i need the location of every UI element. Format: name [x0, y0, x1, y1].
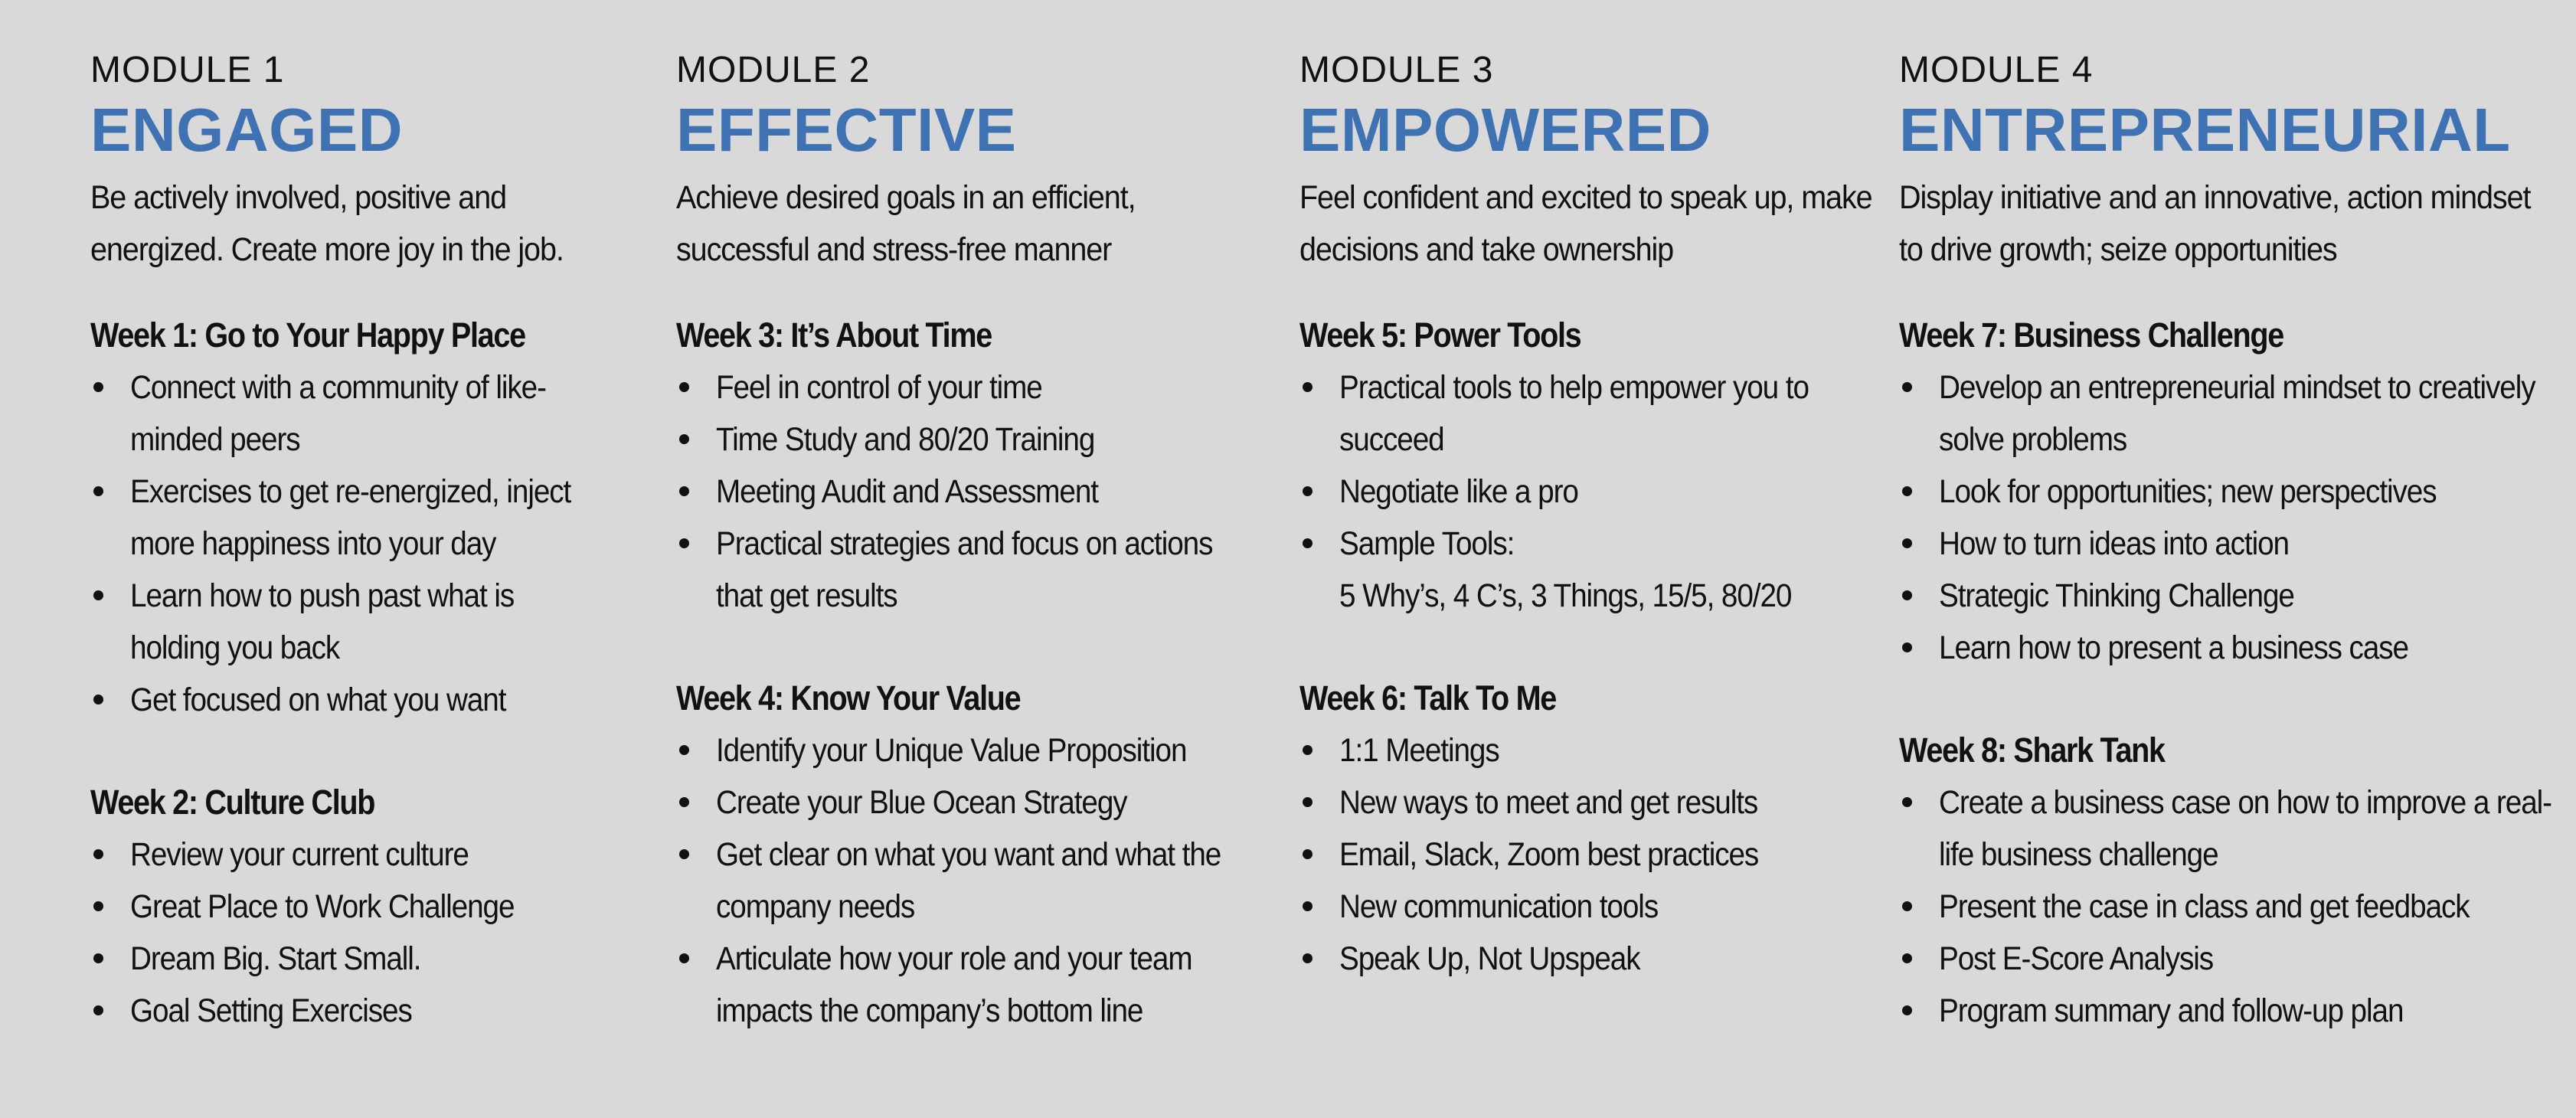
list-item: Program summary and follow-up plan: [1899, 985, 2558, 1037]
bullet-icon: [93, 849, 103, 859]
bullet-icon: [1902, 486, 1912, 496]
list-item: [1299, 518, 1881, 622]
bullet-icon: [93, 695, 103, 704]
week-5: [1299, 309, 1881, 622]
bullet-icon: [679, 797, 689, 807]
week-title: Week 4: Know Your Value: [676, 678, 1021, 718]
bullet-list: [1899, 776, 2558, 1037]
module-title: ENGAGED: [90, 96, 403, 164]
bullet-icon: [1902, 538, 1912, 548]
list-item: Get focused on what you want: [90, 674, 611, 726]
bullet-icon: [93, 1005, 103, 1015]
week-8: [1899, 724, 2558, 1037]
list-item: New ways to meet and get results: [1299, 776, 1881, 829]
list-item: Review your current culture: [90, 829, 611, 881]
bullet-list: [90, 829, 611, 1037]
list-item: Meeting Audit and Assessment: [676, 466, 1258, 518]
bullet-icon: [679, 849, 689, 859]
week-title: Week 2: Culture Club: [90, 783, 375, 822]
week-title: Week 1: Go to Your Happy Place: [90, 315, 525, 355]
module-title: ENTREPRENEURIAL: [1899, 96, 2511, 164]
bullet-icon: [1303, 797, 1313, 807]
list-item: Exercises to get re-energized, inject more happiness into your day: [90, 466, 611, 570]
module-description: Feel confident and excited to speak up, make decisions and take ownership: [1299, 179, 1872, 268]
bullet-icon: [1902, 953, 1912, 963]
bullet-icon: [679, 953, 689, 963]
list-item: New communication tools: [1299, 881, 1881, 933]
list-item: Goal Setting Exercises: [90, 985, 611, 1037]
bullet-icon: [1303, 538, 1313, 548]
module-1: [90, 46, 611, 1037]
bullet-icon: [1303, 953, 1313, 963]
module-4: [1899, 46, 2558, 1037]
bullet-icon: [679, 434, 689, 444]
module-label: MODULE 3: [1299, 50, 1494, 90]
list-item: Get clear on what you want and what the company needs: [676, 829, 1258, 933]
bullet-list: [90, 361, 611, 726]
list-item: Learn how to present a business case: [1899, 622, 2558, 674]
week-title: Week 8: Shark Tank: [1899, 731, 2165, 770]
module-label: MODULE 4: [1899, 50, 2094, 90]
week-title: Week 5: Power Tools: [1299, 315, 1581, 355]
bullet-list: [1299, 361, 1881, 622]
week-2: [90, 776, 611, 1037]
sample-tools-label: Sample Tools:: [1339, 525, 1515, 562]
module-title: EMPOWERED: [1299, 96, 1711, 164]
list-item: Dream Big. Start Small.: [90, 933, 611, 985]
module-label: MODULE 2: [676, 50, 871, 90]
bullet-icon: [1902, 382, 1912, 392]
bullet-icon: [1902, 901, 1912, 911]
bullet-icon: [1303, 382, 1313, 392]
sample-tools-list: 5 Why’s, 4 C’s, 3 Things, 15/5, 80/20: [1339, 577, 1792, 614]
list-item: Create a business case on how to improve a real-life business challenge: [1899, 776, 2558, 881]
bullet-icon: [93, 953, 103, 963]
bullet-list: [1899, 361, 2558, 674]
list-item: Practical strategies and focus on actions that get results: [676, 518, 1258, 622]
bullet-icon: [1902, 642, 1912, 652]
bullet-icon: [93, 486, 103, 496]
week-title: Week 6: Talk To Me: [1299, 678, 1556, 718]
list-item: Speak Up, Not Upspeak: [1299, 933, 1881, 985]
bullet-icon: [1902, 1005, 1912, 1015]
list-item: Learn how to push past what is holding you back: [90, 570, 611, 674]
list-item: Practical tools to help empower you to succeed: [1299, 361, 1881, 466]
week-3: [676, 309, 1258, 622]
bullet-list: [676, 361, 1258, 622]
list-item: Articulate how your role and your team impacts the company’s bottom line: [676, 933, 1258, 1037]
week-1: [90, 309, 611, 726]
module-label: MODULE 1: [90, 50, 285, 90]
week-7: [1899, 309, 2558, 674]
bullet-icon: [1303, 486, 1313, 496]
module-title: EFFECTIVE: [676, 96, 1017, 164]
list-item: Feel in control of your time: [676, 361, 1258, 414]
bullet-icon: [93, 590, 103, 600]
module-description: Be actively involved, positive and energized. Create more joy in the job.: [90, 179, 564, 268]
bullet-icon: [679, 382, 689, 392]
bullet-icon: [679, 486, 689, 496]
list-item: Create your Blue Ocean Strategy: [676, 776, 1258, 829]
week-6: [1299, 672, 1881, 985]
bullet-icon: [1902, 797, 1912, 807]
list-item: Negotiate like a pro: [1299, 466, 1881, 518]
bullet-icon: [679, 745, 689, 755]
week-title: Week 7: Business Challenge: [1899, 315, 2283, 355]
bullet-icon: [1303, 901, 1313, 911]
list-item: Connect with a community of like-minded peers: [90, 361, 611, 466]
bullet-icon: [1902, 590, 1912, 600]
bullet-icon: [1303, 849, 1313, 859]
list-item: Strategic Thinking Challenge: [1899, 570, 2558, 622]
bullet-icon: [93, 382, 103, 392]
list-item: Time Study and 80/20 Training: [676, 414, 1258, 466]
week-4: [676, 672, 1258, 1037]
list-item: Identify your Unique Value Proposition: [676, 724, 1258, 776]
module-description: Achieve desired goals in an efficient, successful and stress-free manner: [676, 179, 1136, 268]
list-item: Present the case in class and get feedback: [1899, 881, 2558, 933]
week-title: Week 3: It’s About Time: [676, 315, 992, 355]
module-2: [676, 46, 1258, 1037]
bullet-icon: [679, 538, 689, 548]
list-item: Email, Slack, Zoom best practices: [1299, 829, 1881, 881]
bullet-icon: [93, 901, 103, 911]
module-3: [1299, 46, 1881, 985]
bullet-icon: [1303, 745, 1313, 755]
list-item: Post E-Score Analysis: [1899, 933, 2558, 985]
list-item: Look for opportunities; new perspectives: [1899, 466, 2558, 518]
list-item: How to turn ideas into action: [1899, 518, 2558, 570]
list-item: Develop an entrepreneurial mindset to creatively solve problems: [1899, 361, 2558, 466]
bullet-list: [1299, 724, 1881, 985]
list-item: Great Place to Work Challenge: [90, 881, 611, 933]
list-item: 1:1 Meetings: [1299, 724, 1881, 776]
module-description: Display initiative and an innovative, action mindset to drive growth; seize opportunities: [1899, 179, 2531, 268]
bullet-list: [676, 724, 1258, 1037]
